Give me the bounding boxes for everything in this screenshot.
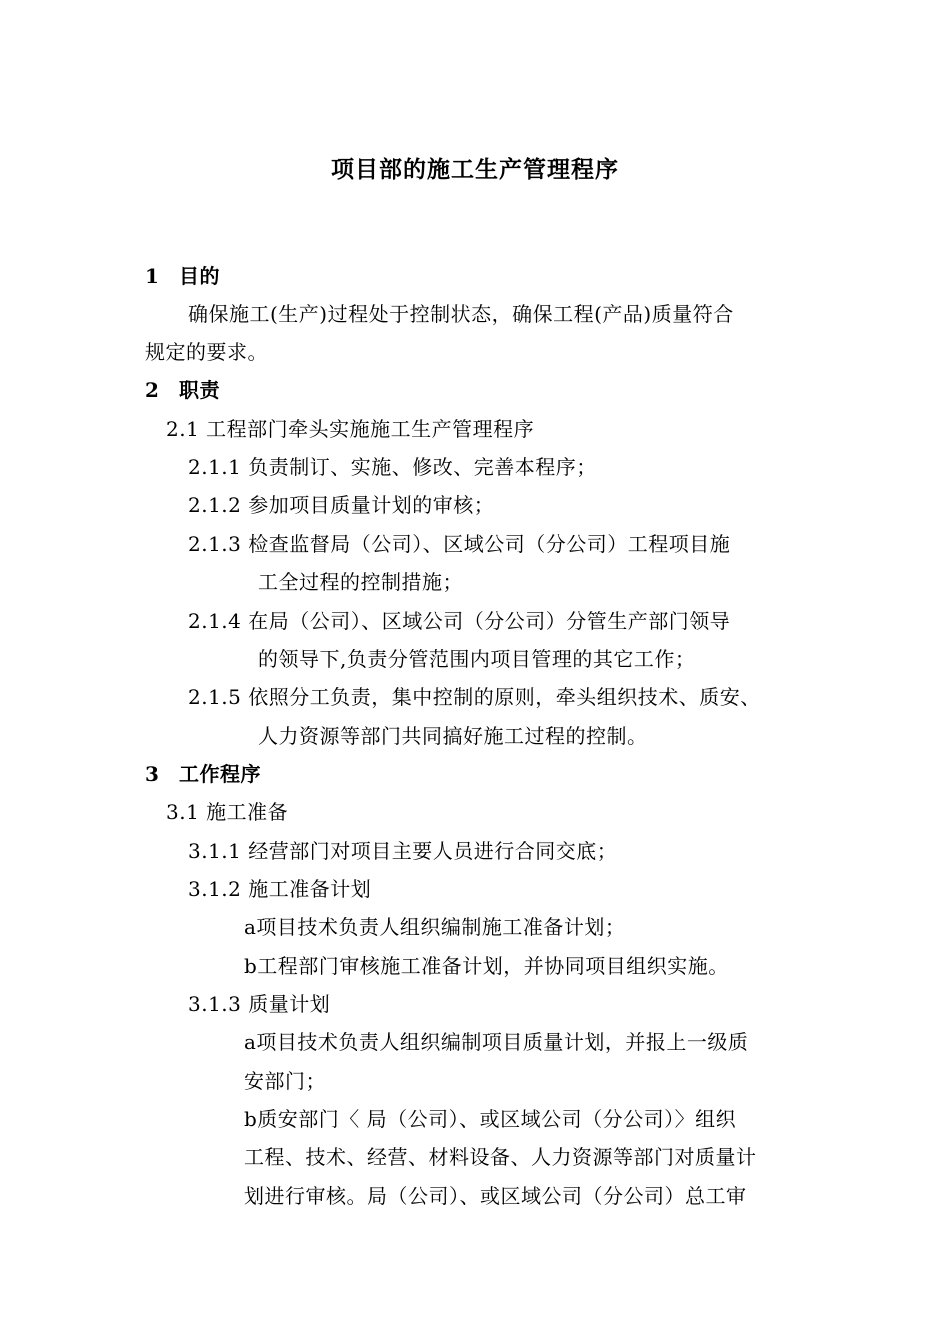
- item-2-1-3-line-2: 工全过程的控制措施；: [258, 570, 463, 594]
- item-2-1-5-line-2: 人力资源等部门共同搞好施工过程的控制。: [258, 724, 648, 748]
- item-3-1-3-a-line-1: a项目技术负责人组织编制项目质量计划，并报上一级质: [244, 1030, 749, 1054]
- section-1-heading: [145, 262, 220, 290]
- item-3-1-3-b-line-1: b质安部门〈 局（公司）、或区域公司（分公司）〉组织: [244, 1107, 737, 1131]
- section-1-title: 目的: [179, 264, 220, 288]
- item-2-1-3-line-1: 2.1.3 检查监督局（公司）、区域公司（分公司）工程项目施: [188, 532, 731, 556]
- subsection-3-1: 3.1 施工准备: [166, 800, 289, 824]
- section-3-number: 3: [145, 762, 160, 786]
- item-2-1-4-line-1: 2.1.4 在局（公司）、区域公司（分公司）分管生产部门领导: [188, 609, 731, 633]
- item-2-1-4-line-2: 的领导下,负责分管范围内项目管理的其它工作；: [258, 647, 696, 671]
- item-3-1-1: 3.1.1 经营部门对项目主要人员进行合同交底；: [188, 839, 618, 863]
- item-3-1-3-a-line-2: 安部门；: [244, 1069, 326, 1093]
- section-3-title: 工作程序: [179, 762, 261, 786]
- subsection-2-1: 2.1 工程部门牵头实施施工生产管理程序: [166, 417, 535, 441]
- section-1-paragraph-line-1: 确保施工(生产)过程处于控制状态，确保工程(产品)质量符合: [188, 302, 734, 326]
- item-2-1-2: 2.1.2 参加项目质量计划的审核；: [188, 493, 495, 517]
- item-3-1-3-b-line-3: 划进行审核。局（公司）、或区域公司（分公司）总工审: [244, 1184, 747, 1208]
- item-2-1-5-line-1: 2.1.5 依照分工负责，集中控制的原则，牵头组织技术、质安、: [188, 685, 761, 709]
- document-title: 项目部的施工生产管理程序: [331, 156, 619, 183]
- item-3-1-3-b-line-2: 工程、技术、经营、材料设备、人力资源等部门对质量计: [244, 1145, 757, 1169]
- section-2-heading: [145, 376, 220, 404]
- item-3-1-3: 3.1.3 质量计划: [188, 992, 331, 1016]
- section-2-number: 2: [145, 378, 160, 402]
- item-3-1-2-a: a项目技术负责人组织编制施工准备计划；: [244, 915, 626, 939]
- item-3-1-2-b: b工程部门审核施工准备计划，并协同项目组织实施。: [244, 954, 729, 978]
- item-2-1-1: 2.1.1 负责制订、实施、修改、完善本程序；: [188, 455, 597, 479]
- section-1-paragraph-line-2: 规定的要求。: [145, 340, 268, 364]
- section-2-title: 职责: [179, 378, 220, 402]
- section-3-heading: [145, 760, 261, 788]
- section-1-number: 1: [145, 264, 160, 288]
- item-3-1-2: 3.1.2 施工准备计划: [188, 877, 372, 901]
